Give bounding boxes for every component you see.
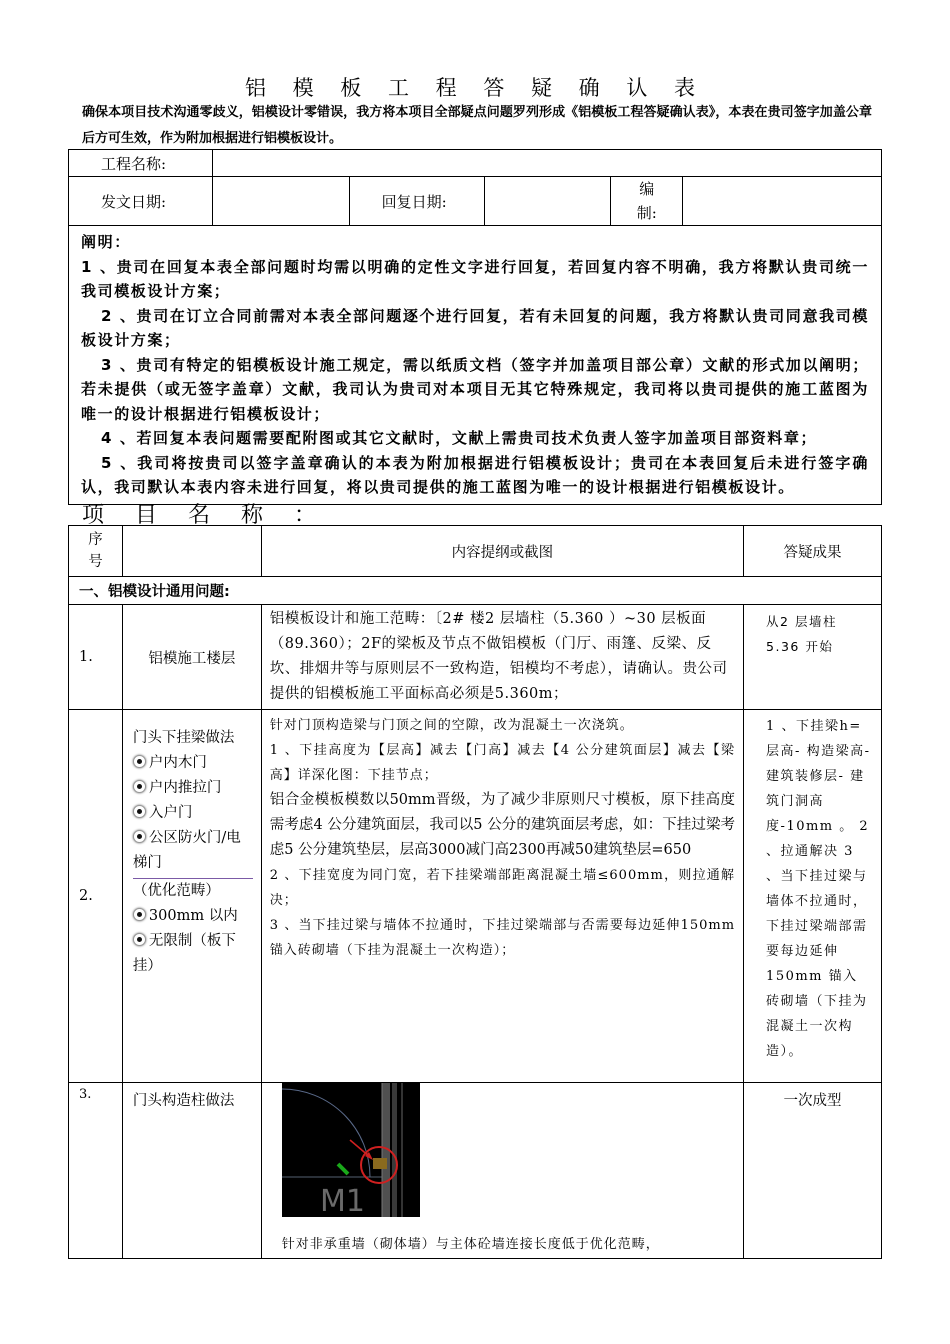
radio-bullet-icon [133,908,146,921]
project-name-label: 工程名称: [69,150,213,177]
row-content: 针对非承重墙（砌体墙）与主体砼墙连接长度低于优化范畴， [281,1237,660,1252]
compiler-label-line-1: 编 [639,180,655,198]
note-item: 3 、贵司有特定的铝模板设计施工规定，需以纸质文档（签字并加盖项目部公章）文献的形式加以阐明；若未提供（或无签字盖章）文献，我司认为贵司对本项目无其它特殊规定，我司将以贵司提供的施工蓝图为唯一的设计根据进行铝模板设计； [81,355,869,423]
option-label: 入户门 [148,805,193,821]
send-date-field[interactable] [212,177,349,226]
content-line: 2 、下挂宽度为同门宽，若下挂梁端部距离混凝土墙≤600mm，则拉通解决； [269,868,736,908]
compiler-field[interactable] [683,177,882,226]
option-item[interactable] [133,776,253,801]
project-name-field[interactable] [212,150,881,177]
row-number: 2. [69,710,123,1083]
row-content-cell [261,710,743,1083]
radio-bullet-icon [133,805,146,818]
radio-bullet-icon [133,933,146,946]
radio-bullet-icon [133,830,146,843]
door-drawing-image [282,1083,420,1217]
note-item: 2 、贵司在订立合同前需对本表全部问题逐个进行回复，若有未回复的问题，我方将默认贵司同意我司模板设计方案； [81,306,869,349]
option-label: 无限制（板下挂） [132,933,236,974]
radio-bullet-icon [133,780,146,793]
content-line: 铝合金模板模数以50mm晋级，为了减少非原则尺寸模板，原下挂高度需考虑4 公分建筑面层，我司以5 公分的建筑面层考虑，如：下挂过梁考虑5 公分建筑垫层，层高3000减门高2300再减50建筑垫层=650 [269,792,736,858]
row-result: 1 、下挂梁h=层高- 构造梁高- 建筑装修层- 建筑门洞高度-10mm 。 2 、拉通解决 3 、当下挂过梁与墙体不拉通时，下挂过梁端部需要每边延伸150mm 锚入砖砌墙（下挂为混凝土一次构造）。 [744,710,882,1083]
column-header-content: 内容提纲或截图 [261,526,743,577]
header-info-table [68,149,882,505]
row-topic: 门头构造柱做法 [122,1083,261,1259]
option-label: 户内推拉门 [148,780,222,796]
project-heading: 项 目 名 称 ： [82,503,328,528]
content-line: 1 、下挂高度为【层高】减去【门高】减去【4 公分建筑面层】减去【梁高】详深化图：下挂节点； [269,743,736,783]
notes-heading: 阐明： [81,233,131,251]
column-header-result: 答疑成果 [744,526,882,577]
seq-header-line-2: 号 [88,554,103,570]
note-item: 1 、贵司在回复本表全部问题时均需以明确的定性文字进行回复，若回复内容不明确，我方将默认贵司统一我司模板设计方案； [81,257,869,300]
note-item: 5 、我司将按贵司以签字盖章确认的本表为附加根据进行铝模板设计；贵司在本表回复后未进行签字确认，我司默认本表内容未进行回复，将以贵司提供的施工蓝图为唯一的设计根据进行铝模板设计。 [81,453,869,496]
optimize-range-label: （优化范畴） [132,883,220,899]
section-heading: 一、铝模设计通用问题: [69,577,882,605]
intro-paragraph: 确保本项目技术沟通零歧义，铝模设计零错误，我方将本项目全部疑点问题罗列形成《铝模板工程答疑确认表》，本表在贵司签字加盖公章后方可生效，作为附加根据进行铝模板设计。 [82,105,872,146]
option-item[interactable] [133,904,253,929]
row-content: 铝模板设计和施工范畴：〔2# 楼2 层墙柱（5.360 ）~30 层板面（89.360）；2F的梁板及节点不做铝模板（门厅、雨篷、反梁、反坎、排烟井等与原则层不一致构造，铝模均不考虑），请确认。贵公司提供的铝模板施工平面标高必须是5.360m； [261,605,743,710]
row-topic: 门头下挂梁做法 [132,730,235,746]
column-header-seq [69,526,123,577]
content-line: 3 、当下挂过梁与墙体不拉通时，下挂过梁端部与否需要每边延伸150mm 锚入砖砌墙（下挂为混凝土一次构造）； [269,918,736,958]
document-title: 铝 模 板 工 程 答 疑 确 认 表 [244,76,706,100]
content-line: 针对门顶构造梁与门顶之间的空隙，改为混凝土一次浇筑。 [269,718,634,733]
qa-table [68,525,882,1259]
row-topic-cell [122,710,261,1083]
option-item[interactable] [133,801,253,826]
reply-date-label: 回复日期: [349,177,484,226]
note-item: 4 、若回复本表问题需要配附图或其它文献时，文献上需贵司技术负责人签字加盖项目部资料章； [101,429,818,447]
compiler-label-line-2: 制: [636,204,657,222]
row-topic: 铝模施工楼层 [122,605,261,710]
row-result: 一次成型 [744,1083,882,1259]
compiler-label [611,177,683,226]
option-item[interactable] [133,751,253,776]
option-label: 户内木门 [148,755,207,771]
drawing-label: M1 [319,1184,365,1217]
seq-header-line-1: 序 [88,532,103,548]
option-label: 300mm 以内 [148,908,238,924]
reply-date-field[interactable] [484,177,611,226]
option-label: 公区防火门/电梯门 [132,830,241,871]
column-header-topic [122,526,261,577]
row-result: 从2 层墙柱 5.36 开始 [744,605,882,710]
notes-block [69,226,882,505]
option-item[interactable] [133,929,253,979]
row-content-cell [261,1083,743,1259]
radio-bullet-icon [133,755,146,768]
row-number: 1. [69,605,123,710]
row-number: 3. [69,1083,123,1259]
send-date-label: 发文日期: [69,177,213,226]
option-item[interactable] [133,826,253,879]
